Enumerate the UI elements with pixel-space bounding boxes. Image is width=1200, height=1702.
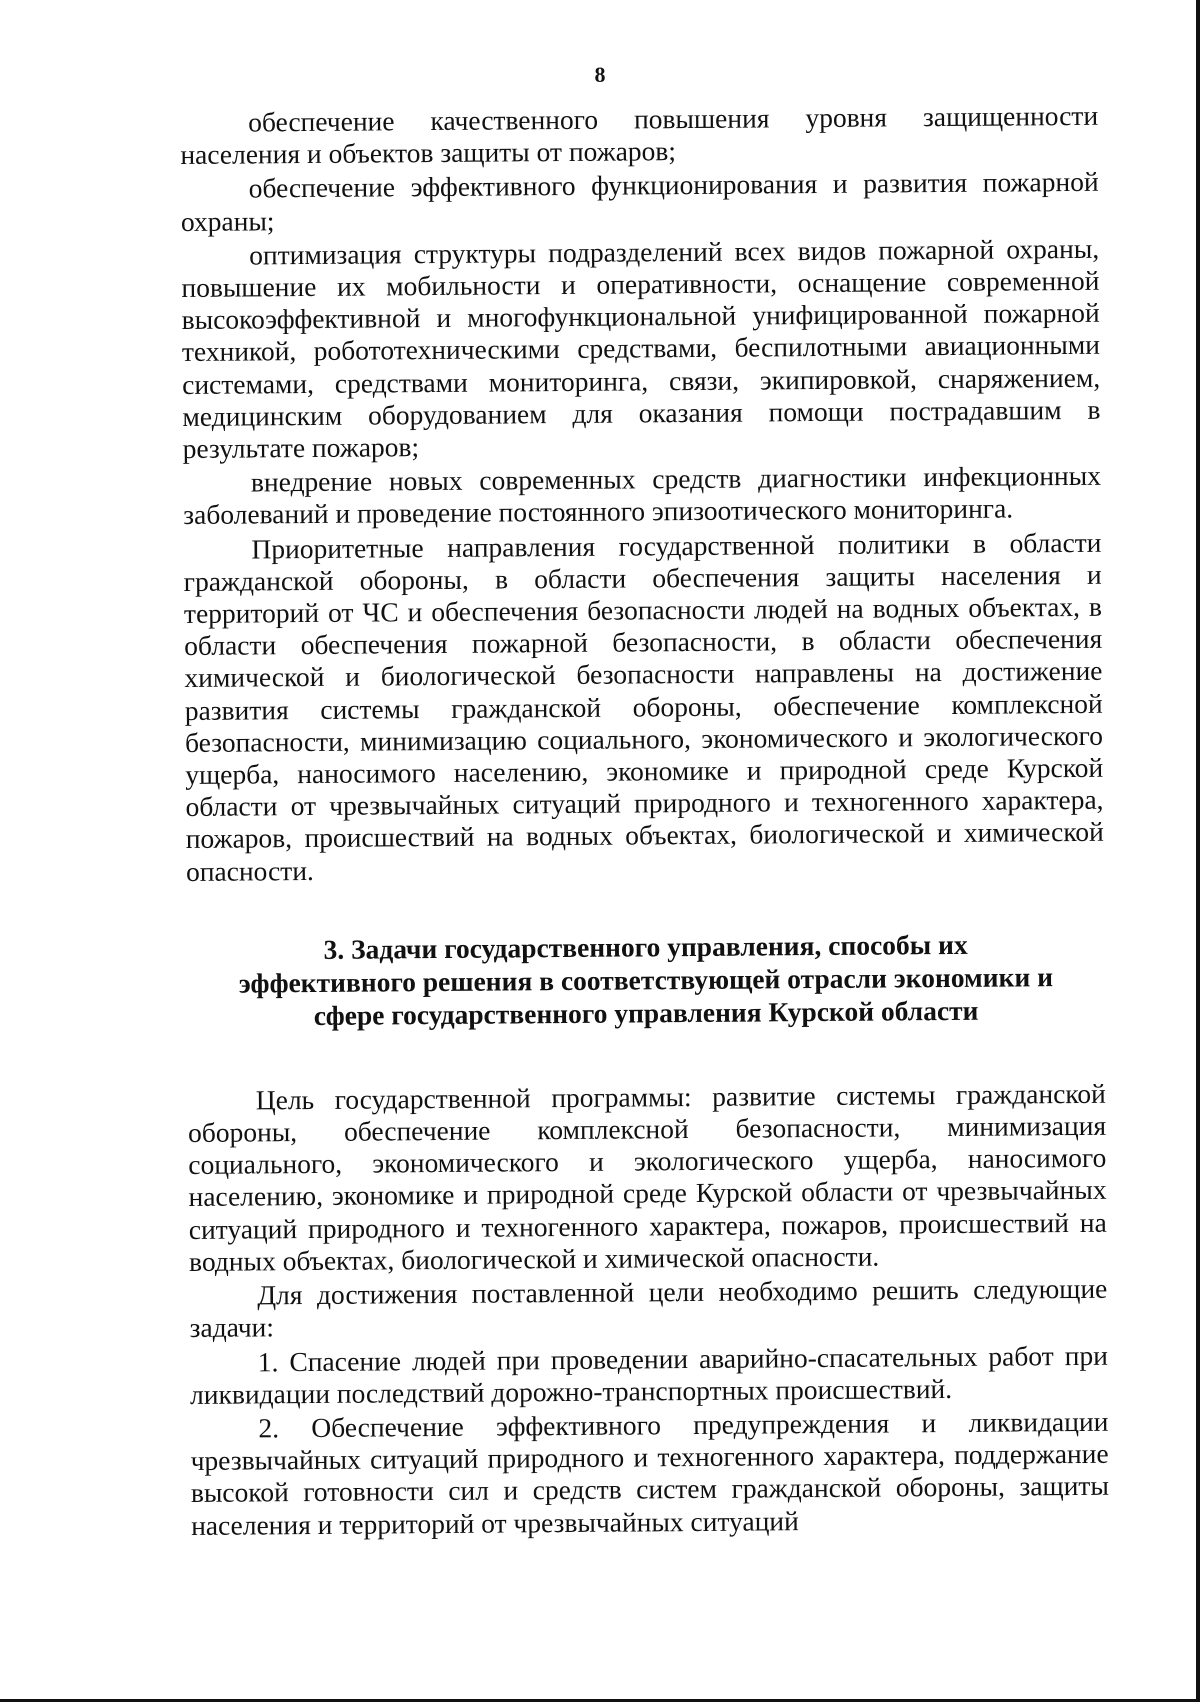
section-heading-line: сфере государственного управления Курской области: [313, 994, 979, 1031]
page-number: 8: [594, 62, 606, 87]
scan-border: [1196, 0, 1200, 1702]
paragraph: обеспечение качественного повышения уровня защищенности населения и объектов защиты от пожаров;: [180, 99, 1099, 171]
document-body: [180, 100, 1109, 1542]
paragraph: 1. Спасение людей при проведении аварийно-спасательных работ при ликвидации последствий дорожно-транспортных происшествий.: [189, 1339, 1108, 1410]
paragraph: Цель государственной программы: развитие системы гражданской обороны, обеспечение комплексной безопасности, минимизация социального, экономического и экологического ущерба, наносимого населению, экономике и природной среде Курской области от чрезвычайных ситуаций природного и техногенного характера, пожаров, происшествий на водных объектах, биологической и химической опасности.: [187, 1077, 1107, 1277]
paragraph: обеспечение эффективного функционирования и развития пожарной охраны;: [180, 166, 1099, 237]
paragraph: Приоритетные направления государственной политики в области гражданской обороны, в области обеспечения защиты населения и территорий от ЧС и обеспечения безопасности людей на водных объектах, в области обеспечения пожарной безопасности, в области обеспечения химической и биологической безопасности направлены на достижение развития системы гражданской обороны, обеспечение комплексной безопасности, минимизацию социального, экономического и экологического ущерба, наносимого населению, экономике и природной среде Курской области от чрезвычайных ситуаций природного и техногенного характера, пожаров, происшествий на водных объектах, биологической и химической опасности.: [183, 526, 1104, 887]
paragraph: 2. Обеспечение эффективного предупреждения и ликвидации чрезвычайных ситуаций природного и техногенного характера, поддержание высокой готовности сил и средств систем гражданской обороны, защиты населения и территорий от чрезвычайных ситуаций: [190, 1405, 1109, 1541]
paragraph: Для достижения поставленной цели необходимо решить следующие задачи:: [189, 1272, 1108, 1344]
paragraph: оптимизация структуры подразделений всех видов пожарной охраны, повышение их мобильности и оперативности, оснащение современной высокоэффективной и многофункциональной унифицированной пожарной техникой, робототехническими средствами, беспилотными авиационными системами, средствами мониторинга, связи, экипировкой, снаряжением, медицинским оборудованием для оказания помощи пострадавшим в результате пожаров;: [181, 232, 1101, 465]
section-heading-line: эффективного решения в соответствующей отрасли экономики и: [238, 961, 1054, 999]
paragraph: внедрение новых современных средств диагностики инфекционных заболеваний и проведение постоянного эпизоотического мониторинга.: [183, 460, 1102, 531]
section-heading: [186, 927, 1105, 1033]
section-heading-line: 3. Задачи государственного управления, способы их: [323, 928, 968, 965]
